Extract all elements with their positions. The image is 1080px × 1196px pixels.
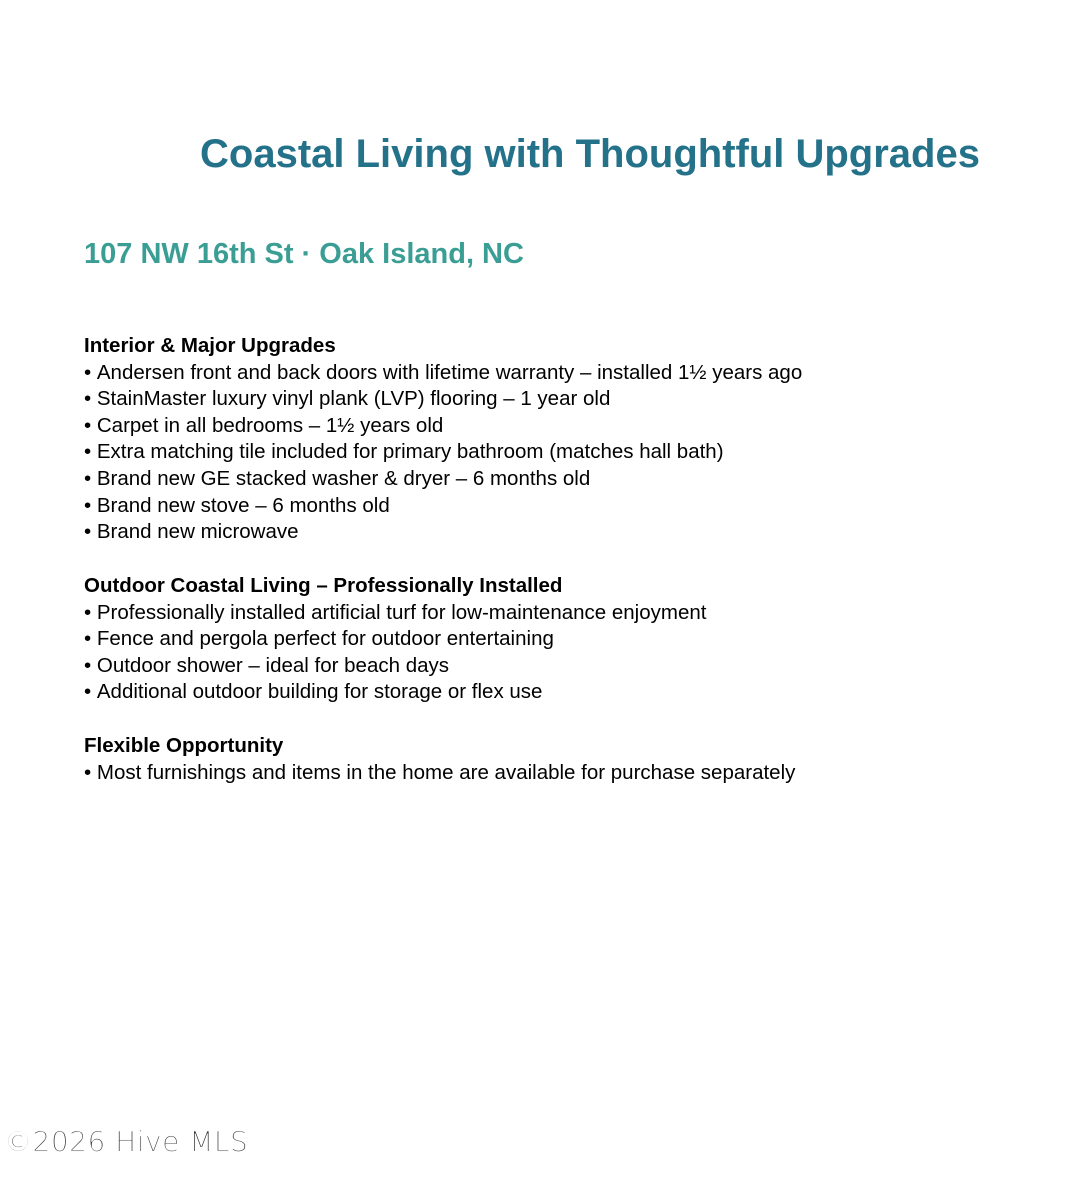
section-heading: Flexible Opportunity [84, 734, 284, 757]
section-heading: Outdoor Coastal Living – Professionally Installed [84, 574, 563, 597]
section-flexible-opportunity [84, 733, 795, 786]
page-title: Coastal Living with Thoughtful Upgrades [200, 132, 980, 176]
bullet-list [84, 760, 795, 787]
list-item: • Fence and pergola perfect for outdoor entertaining [84, 626, 706, 653]
list-item: • Most furnishings and items in the home are available for purchase separately [84, 760, 795, 787]
list-item: • Brand new stove – 6 months old [84, 493, 802, 520]
section-interior-upgrades [84, 333, 802, 546]
bullet-list [84, 360, 802, 546]
list-item: • Professionally installed artificial turf for low-maintenance enjoyment [84, 600, 706, 627]
bullet-list [84, 600, 706, 706]
list-item: • Brand new microwave [84, 519, 802, 546]
section-outdoor-living [84, 573, 706, 706]
section-heading: Interior & Major Upgrades [84, 334, 336, 357]
list-item: • Extra matching tile included for primary bathroom (matches hall bath) [84, 439, 802, 466]
list-item: • StainMaster luxury vinyl plank (LVP) flooring – 1 year old [84, 386, 802, 413]
copyright-watermark: ©2026 Hive MLS [4, 1125, 249, 1158]
list-item: • Brand new GE stacked washer & dryer – 6 months old [84, 466, 802, 493]
list-item: • Additional outdoor building for storage or flex use [84, 679, 706, 706]
list-item: • Andersen front and back doors with lifetime warranty – installed 1½ years ago [84, 360, 802, 387]
list-item: • Outdoor shower – ideal for beach days [84, 653, 706, 680]
list-item: • Carpet in all bedrooms – 1½ years old [84, 413, 802, 440]
property-address: 107 NW 16th St · Oak Island, NC [84, 238, 524, 270]
